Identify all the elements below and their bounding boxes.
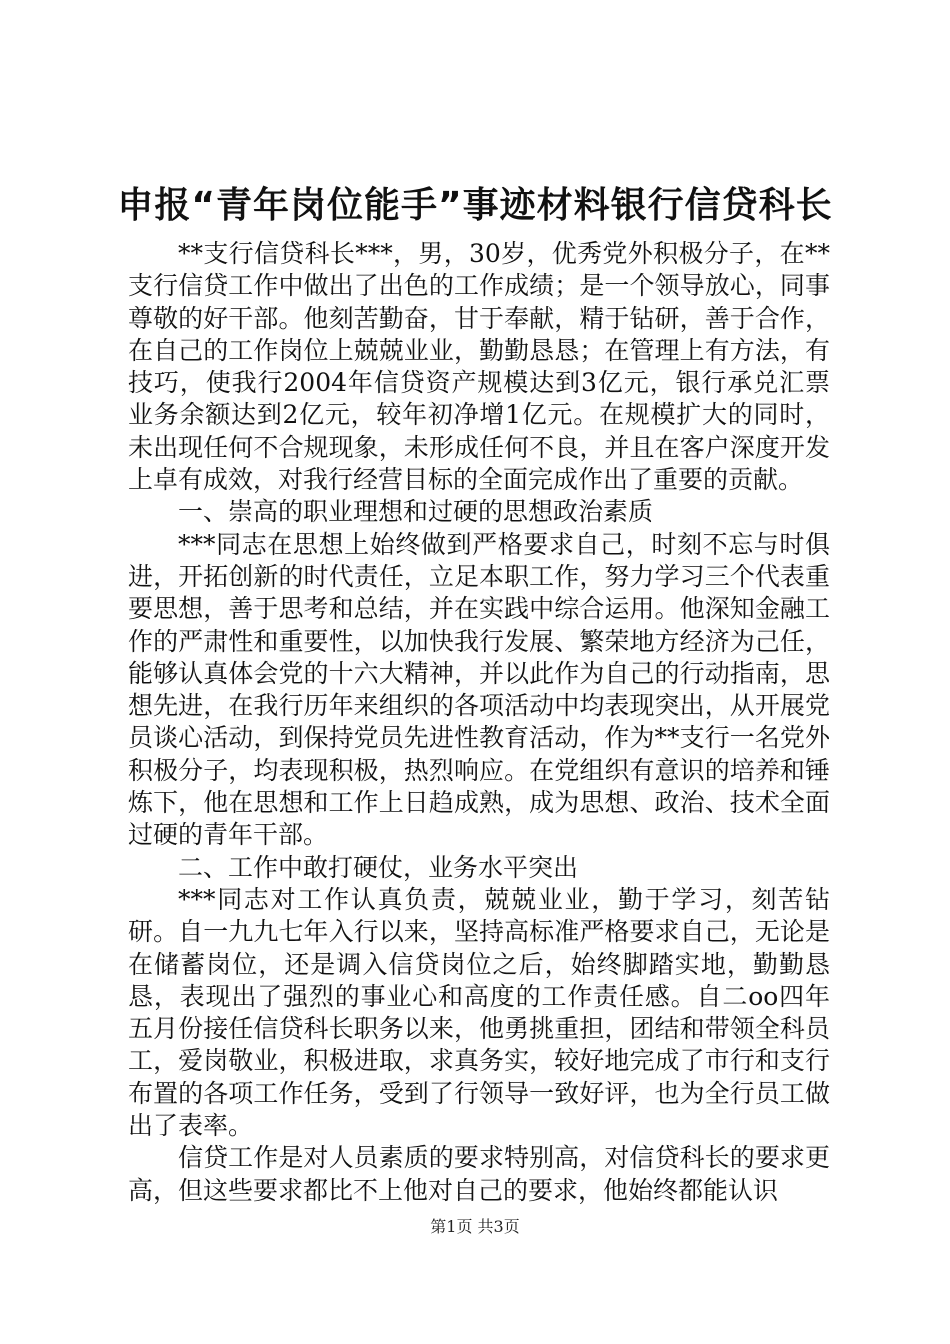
page-number-footer: 第1页 共3页 — [430, 1217, 520, 1236]
document-title: 申报“青年岗位能手”事迹材料银行信贷科长 — [117, 185, 833, 226]
section-heading-1: 一、崇高的职业理想和过硬的思想政治素质 — [178, 497, 654, 527]
section-heading-2: 二、工作中敢打硬仗，业务水平突出 — [178, 852, 579, 882]
paragraph-continued: 信贷工作是对人员素质的要求特别高，对信贷科长的要求更高，但这些要求都比不上他对自己的要求，他始终都能认识 — [128, 1143, 830, 1205]
paragraph-section-1: ***同志在思想上始终做到严格要求自己，时刻不忘与时俱进，开拓创新的时代责任，立足本职工作，努力学习三个代表重要思想，善于思考和总结，并在实践中综合运用。他深知金融工作的严肃性和重要性，以加快我行发展、繁荣地方经济为己任，能够认真体会党的十六大精神，并以此作为自己的行动指南，思想先进，在我行历年来组织的各项活动中均表现突出，从开展党员谈心活动，到保持党员先进性教育活动，作为**支行一名党外积极分子，均表现积极，热烈响应。在党组织有意识的培养和锤炼下，他在思想和工作上日趋成熟，成为思想、政治、技术全面过硬的青年干部。 — [128, 529, 830, 850]
paragraph-intro: **支行信贷科长***，男，30岁，优秀党外积极分子，在**支行信贷工作中做出了出色的工作成绩；是一个领导放心，同事尊敬的好干部。他刻苦勤奋，甘于奉献，精于钻研，善于合作，在自己的工作岗位上兢兢业业，勤勤恳恳；在管理上有方法，有技巧，使我行2004年信贷资产规模达到3亿元，银行承兑汇票业务余额达到2亿元，较年初净增1亿元。在规模扩大的同时，未出现任何不合规现象，未形成任何不良，并且在客户深度开发上卓有成效，对我行经营目标的全面完成作出了重要的贡献。 — [128, 239, 830, 495]
document-body — [128, 238, 830, 1207]
paragraph-section-2: ***同志对工作认真负责，兢兢业业，勤于学习，刻苦钻研。自一九九七年入行以来，坚持高标准严格要求自己，无论是在储蓄岗位，还是调入信贷岗位之后，始终脚踏实地，勤勤恳恳，表现出了强烈的事业心和高度的工作责任感。自二oo四年五月份接任信贷科长职务以来，他勇挑重担，团结和带领全科员工，爱岗敬业，积极进取，求真务实，较好地完成了市行和支行布置的各项工作任务，受到了行领导一致好评，也为全行员工做出了表率。 — [128, 884, 830, 1141]
